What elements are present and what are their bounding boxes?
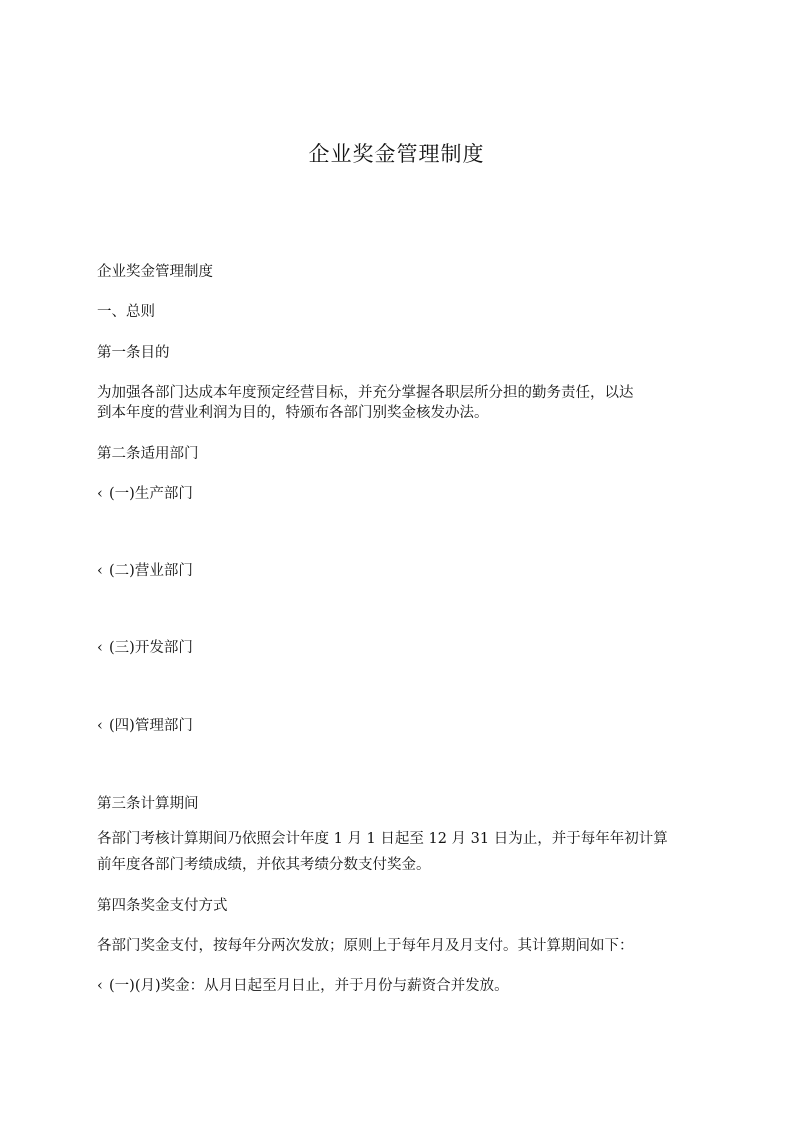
article-1-body-line2: 到本年度的营业利润为目的，特颁布各部门别奖金核发办法。 xyxy=(97,405,489,421)
list-item-text: (三)开发部门 xyxy=(109,640,193,656)
list-item xyxy=(97,716,707,736)
list-marker-icon: ‹ xyxy=(97,563,103,579)
article-1-body-line1: 为加强各部门达成本年度预定经营目标，并充分掌握各职层所分担的勤务责任，以达 xyxy=(97,385,634,401)
list-marker-icon: ‹ xyxy=(97,718,103,734)
article-4-body: 各部门奖金支付，按每年分两次发放；原则上于每年月及月支付。其计算期间如下： xyxy=(97,938,634,954)
list-item-text: (四)管理部门 xyxy=(109,718,193,734)
list-item xyxy=(97,561,707,581)
list-item xyxy=(97,484,707,504)
list-item-text: (一)(月)奖金：从月日起至月日止，并于月份与薪资合并发放。 xyxy=(109,978,509,994)
list-marker-icon: ‹ xyxy=(97,978,103,994)
article-3-title: 第三条计算期间 xyxy=(97,796,199,812)
article-1-title: 第一条目的 xyxy=(97,345,170,361)
list-marker-icon: ‹ xyxy=(97,640,103,656)
paragraph-heading: 企业奖金管理制度 xyxy=(97,264,213,280)
list-item xyxy=(97,638,707,658)
list-marker-icon: ‹ xyxy=(97,486,103,502)
section-general: 一、总则 xyxy=(97,304,155,320)
article-2-title: 第二条适用部门 xyxy=(97,446,199,462)
list-item xyxy=(97,976,707,996)
article-3-body-line2: 前年度各部门考绩成绩，并依其考绩分数支付奖金。 xyxy=(97,857,431,873)
article-4-title: 第四条奖金支付方式 xyxy=(97,898,228,914)
list-item-text: (二)营业部门 xyxy=(109,563,193,579)
article-3-body-line1: 各部门考核计算期间乃依照会计年度 1 月 1 日起至 12 月 31 日为止，并于每年年初计算 xyxy=(97,831,668,847)
list-item-text: (一)生产部门 xyxy=(109,486,193,502)
document-title: 企业奖金管理制度 xyxy=(308,142,485,166)
